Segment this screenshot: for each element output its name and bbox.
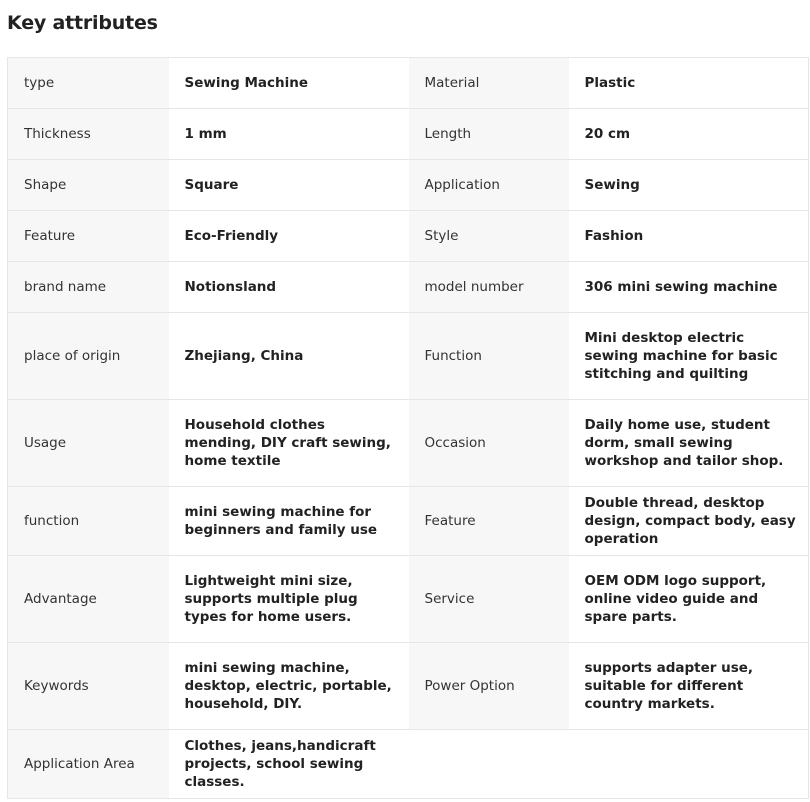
attribute-value: Double thread, desktop design, compact body, easy operation [569,487,809,556]
attribute-value [569,730,809,799]
attribute-value: Household clothes mending, DIY craft sewing, home textile [169,400,409,487]
attribute-row [8,487,809,556]
attribute-value: Sewing Machine [169,58,409,109]
attribute-key: Shape [8,160,169,211]
section-title: Key attributes [7,12,158,34]
attribute-value: Notionsland [169,262,409,313]
attribute-key: place of origin [8,313,169,400]
attribute-value: Square [169,160,409,211]
attribute-key: Power Option [409,643,569,730]
attribute-key: Service [409,556,569,643]
attribute-value: OEM ODM logo support, online video guide and spare parts. [569,556,809,643]
attribute-key [409,730,569,799]
attribute-key: Function [409,313,569,400]
attribute-key: Keywords [8,643,169,730]
attribute-row [8,160,809,211]
attribute-value: Eco-Friendly [169,211,409,262]
attribute-value: supports adapter use, suitable for different country markets. [569,643,809,730]
attribute-key: Material [409,58,569,109]
attribute-value: Fashion [569,211,809,262]
attribute-value: 1 mm [169,109,409,160]
attribute-value: Plastic [569,58,809,109]
attributes-table [7,57,809,799]
attribute-row [8,58,809,109]
attribute-key: model number [409,262,569,313]
attribute-key: Feature [409,487,569,556]
attribute-value: Daily home use, student dorm, small sewing workshop and tailor shop. [569,400,809,487]
attribute-key: Feature [8,211,169,262]
attribute-value: Lightweight mini size, supports multiple plug types for home users. [169,556,409,643]
attribute-row [8,211,809,262]
attribute-key: Length [409,109,569,160]
attribute-key: Thickness [8,109,169,160]
attribute-row [8,313,809,400]
attribute-key: function [8,487,169,556]
attribute-value: 20 cm [569,109,809,160]
attribute-key: Usage [8,400,169,487]
attribute-value: Sewing [569,160,809,211]
attribute-key: brand name [8,262,169,313]
attribute-key: Application [409,160,569,211]
attribute-value: Mini desktop electric sewing machine for basic stitching and quilting [569,313,809,400]
attribute-key: Occasion [409,400,569,487]
attribute-row [8,643,809,730]
attribute-key: Advantage [8,556,169,643]
attribute-value: 306 mini sewing machine [569,262,809,313]
attribute-row [8,556,809,643]
attribute-key: type [8,58,169,109]
attribute-value: Clothes, jeans,handicraft projects, school sewing classes. [169,730,409,799]
attribute-value: Zhejiang, China [169,313,409,400]
attribute-row [8,400,809,487]
attribute-value: mini sewing machine for beginners and family use [169,487,409,556]
attribute-key: Application Area [8,730,169,799]
attribute-key: Style [409,211,569,262]
attribute-row [8,262,809,313]
attribute-value: mini sewing machine, desktop, electric, portable, household, DIY. [169,643,409,730]
attribute-row [8,109,809,160]
attribute-row [8,730,809,799]
